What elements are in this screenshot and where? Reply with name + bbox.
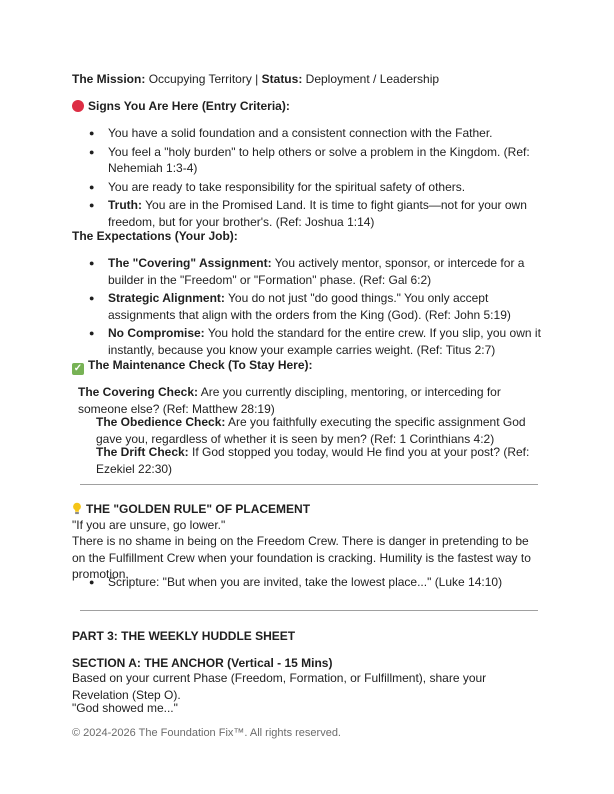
- covering-check-label: The Covering Check:: [78, 385, 199, 399]
- list-item-text: You are ready to take responsibility for the spiritual safety of others.: [108, 179, 466, 194]
- list-item-label: Strategic Alignment:: [108, 291, 225, 305]
- section-a-heading-text: SECTION A: THE ANCHOR (Vertical - 15 Mins): [72, 656, 333, 670]
- obedience-check-text: Are you faithfully executing the specific assignment God gave you, regardless of whether it is seen by men? (Ref: 1 Corinthians 4:2): [96, 415, 526, 446]
- golden-rule-quote: "If you are unsure, go lower.": [72, 518, 226, 532]
- section-a-prompt: "God showed me...": [72, 701, 178, 715]
- maintenance-heading: [72, 357, 544, 375]
- list-item-text: You do not just "do good things." You only accept assignments that align with the orders from the King (God). (Ref: John 5:19): [108, 291, 511, 322]
- obedience-check-label: The Obedience Check:: [96, 415, 226, 429]
- section-a-body: Based on your current Phase (Freedom, Formation, or Fulfillment), share your Revelation (Step O).: [72, 671, 487, 702]
- list-item-text: You feel a "holy burden" to help others or solve a problem in the Kingdom. (Ref: Nehemiah 1:3-4): [108, 144, 530, 175]
- list-item: [72, 325, 542, 358]
- list-item-label: Truth:: [108, 198, 142, 212]
- list-item-text: You have a solid foundation and a consistent connection with the Father.: [108, 126, 493, 140]
- drift-check-label: The Drift Check:: [96, 445, 189, 459]
- obedience-check: [96, 414, 548, 447]
- list-item-label: The "Covering" Assignment:: [108, 256, 272, 270]
- part3-heading: [72, 628, 544, 645]
- list-item-text: You are in the Promised Land. It is time to fight giants—not for your own freedom, but for your brother's. (Ref: Joshua 1:14): [108, 198, 527, 229]
- expectations-list: [72, 255, 542, 360]
- signs-heading-text: Signs You Are Here (Entry Criteria):: [88, 99, 290, 113]
- golden-rule-body: There is no shame in being on the Freedom Crew. There is danger in pretending to be on the Fulfillment Crew when your foundation is cracking. Humility is the fastest way to promotion.: [72, 534, 531, 581]
- list-item: [72, 179, 542, 196]
- mission-label: The Mission:: [72, 72, 146, 86]
- list-item: [72, 144, 542, 177]
- covering-check-text: Are you currently discipling, mentoring, or interceding for someone else? (Ref: Matthew 28:19): [78, 385, 501, 416]
- red-circle-icon: [72, 100, 84, 112]
- signs-list: [72, 125, 542, 232]
- part3-heading-text: PART 3: THE WEEKLY HUDDLE SHEET: [72, 629, 296, 643]
- list-item-text: You hold the standard for the entire crew. If you slip, you own it instantly, because you know your example carries weight. (Ref: Titus 2:7): [108, 326, 541, 357]
- expectations-heading-text: The Expectations (Your Job):: [72, 229, 238, 243]
- maintenance-heading-text: The Maintenance Check (To Stay Here):: [88, 358, 313, 372]
- check-mark-icon: ✓: [73, 363, 83, 374]
- list-item-label: No Compromise:: [108, 326, 205, 340]
- mission-line: [72, 71, 544, 88]
- list-item: [72, 197, 542, 230]
- divider: [80, 610, 538, 611]
- list-item: [72, 574, 542, 591]
- list-item: [72, 290, 542, 323]
- light-bulb-icon: [72, 502, 82, 515]
- list-item: [72, 255, 542, 288]
- status-label: Status:: [261, 72, 303, 86]
- list-item-text: Scripture: "But when you are invited, take the lowest place..." (Luke 14:10): [108, 575, 503, 589]
- list-item-text: You actively mentor, sponsor, or intercede for a builder in the "Freedom" or "Formation" phase. (Ref: Gal 6:2): [108, 256, 525, 287]
- expectations-heading: [72, 228, 544, 245]
- drift-check-text: If God stopped you today, would He find you at your post? (Ref: Ezekiel 22:30): [96, 445, 530, 476]
- signs-heading: [72, 98, 544, 115]
- golden-rule-heading: [72, 501, 544, 518]
- footer-copyright: © 2024-2026 The Foundation Fix™. All rights reserved.: [72, 727, 341, 739]
- scripture-list: [72, 574, 542, 593]
- status-value: Deployment / Leadership: [305, 72, 440, 86]
- list-item: [72, 125, 542, 142]
- mission-value: Occupying Territory |: [148, 72, 259, 86]
- golden-rule-heading-text: THE "GOLDEN RULE" OF PLACEMENT: [86, 502, 311, 516]
- divider: [80, 484, 538, 485]
- drift-check: [96, 444, 548, 477]
- covering-check: [78, 384, 548, 417]
